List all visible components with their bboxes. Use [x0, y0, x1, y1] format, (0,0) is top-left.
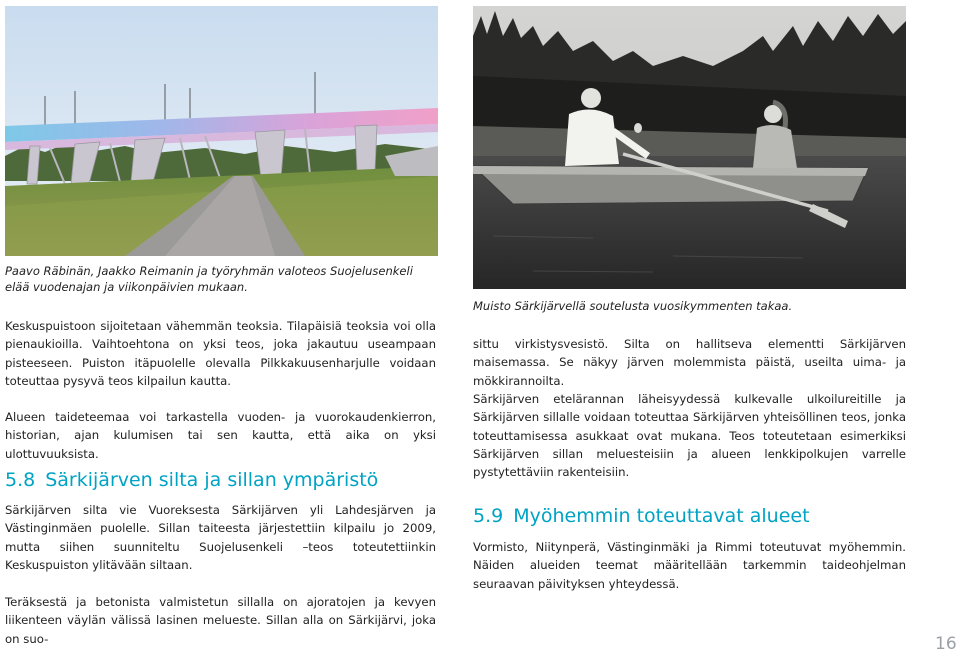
section-heading-5-9 — [473, 504, 810, 528]
bridge-illustration — [5, 6, 438, 256]
right-paragraph-3: Vormisto, Niitynperä, Västinginmäki ja Rimmi toteutuvat myöhemmin. Näiden alueiden teemat määritellään tarkemmin taideohjelman seuraavan päivityksen yhteydessä. — [473, 540, 906, 591]
bridge-photo-caption: Paavo Räbinän, Jaakko Reimanin ja työryhmän valoteos Suojelusenkeli elää vuodenajan ja viikonpäivien mukaan. — [5, 264, 413, 294]
section-title: Särkijärven silta ja sillan ympäristö — [45, 469, 379, 491]
left-paragraph-1: Keskuspuistoon sijoitetaan vähemmän teoksia. Tilapäisiä teoksia voi olla pienaukioilla. Vaihtoehtona on yksi teos, joka jakautuu useampaan pisteeseen. Puiston itäpuolelle olevalla Pilkkakuusenharjulle voidaan toteuttaa pysyvä teos kilpailun kautta. — [5, 319, 436, 388]
section-title: Myöhemmin toteuttavat alueet — [513, 505, 810, 527]
left-paragraph-4: Teräksestä ja betonista valmistetun sillalla on ajoratojen ja kevyen liikenteen väylän välissä lasinen melueste. Sillan alla on Särkijärvi, joka on suo- — [5, 595, 436, 646]
section-number: 5.9 — [473, 505, 504, 527]
section-heading-5-8 — [5, 468, 378, 492]
bridge-photo — [5, 6, 438, 256]
left-paragraph-2: Alueen taideteemaa voi tarkastella vuoden- ja vuorokaudenkierron, historian, ajan kulumisen tai sen kautta, että aika on yksi ulottuvuuksista. — [5, 410, 436, 461]
right-paragraph-2: Särkijärven etelärannan läheisyydessä kulkevalle ulkoilureitille ja Särkijärven sillalle voidaan toteuttaa Särkijärven yhteisöllinen teos, jonka toteuttamisessa asukkaat ovat mukana. Teos toteutetaan esimerkiksi Särkijärven sillan meluesteisiin ja alueen lenkkipolkujen varrelle pystytettäviin rakenteisiin. — [473, 392, 906, 480]
left-paragraph-3: Särkijärven silta vie Vuoreksesta Särkijärven yli Lahdesjärven ja Västinginmäen puolelle. Sillan taiteesta järjestettiin kilpailu jo 2009, mutta siihen suunniteltu Suojelusenkeli –teos toteutettiinkin Keskuspuiston ylitävään siltaan. — [5, 503, 436, 572]
rowing-photo — [473, 6, 906, 289]
right-paragraph-1: sittu virkistysvesistö. Silta on hallitseva elementti Särkijärven maisemassa. Se näkyy järven molemmista päistä, useilta uima- ja mökkirannoilta. — [473, 337, 906, 388]
rowing-photo-caption: Muisto Särkijärvellä soutelusta vuosikymmenten takaa. — [473, 299, 793, 313]
rowing-boat-illustration — [473, 6, 906, 289]
page-number: 16 — [935, 634, 957, 654]
section-number: 5.8 — [5, 469, 36, 491]
